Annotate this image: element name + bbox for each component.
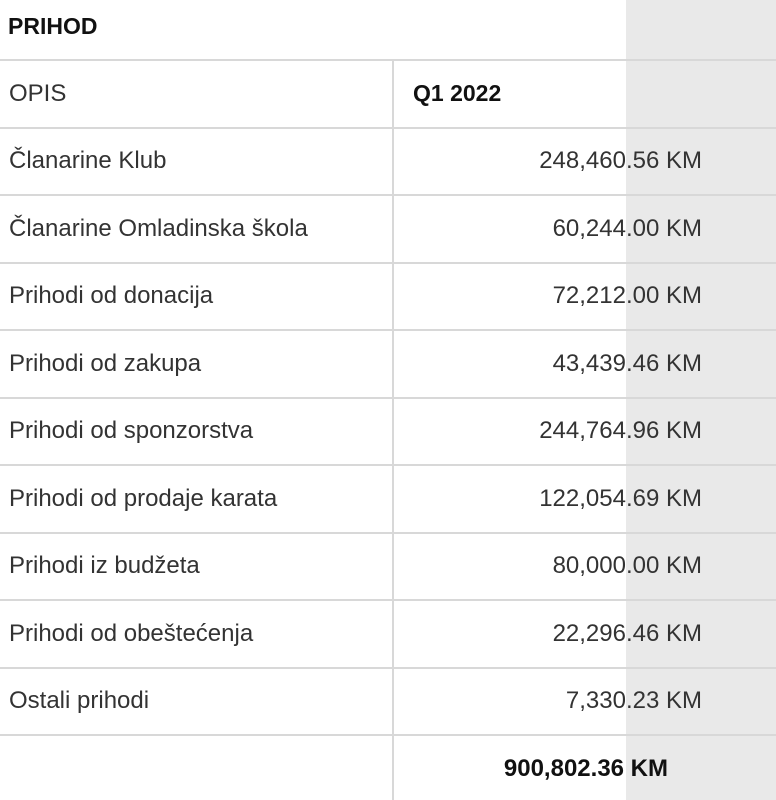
header-desc: OPIS <box>9 79 67 107</box>
row-desc: Članarine Omladinska škola <box>9 214 308 242</box>
row-desc: Prihodi od donacija <box>9 282 214 310</box>
row-value: 72,212.00 KM <box>552 282 702 310</box>
table-header-row <box>0 59 776 127</box>
table-row <box>0 532 776 600</box>
table-row <box>0 262 776 330</box>
column-divider <box>392 59 394 800</box>
table-row <box>0 464 776 532</box>
row-value: 122,054.69 KM <box>539 484 702 512</box>
table-row <box>0 194 776 262</box>
row-desc: Prihodi od zakupa <box>9 349 202 377</box>
row-value: 7,330.23 KM <box>565 687 702 715</box>
row-desc: Prihodi iz budžeta <box>9 552 200 580</box>
table-row <box>0 397 776 465</box>
table-row <box>0 127 776 195</box>
income-table <box>0 59 776 800</box>
row-desc: Prihodi od obeštećenja <box>9 619 254 647</box>
row-value: 43,439.46 KM <box>552 349 702 377</box>
row-value: 22,296.46 KM <box>552 619 702 647</box>
row-value: 248,460.56 KM <box>539 147 702 175</box>
page-title: PRIHOD <box>8 13 98 39</box>
row-value: 244,764.96 KM <box>539 417 702 445</box>
table-row <box>0 599 776 667</box>
row-desc: Članarine Klub <box>9 147 167 175</box>
table-row <box>0 329 776 397</box>
row-desc: Ostali prihodi <box>9 687 150 715</box>
total-value: 900,802.36 KM <box>503 754 668 782</box>
row-desc: Prihodi od sponzorstva <box>9 417 254 445</box>
row-desc: Prihodi od prodaje karata <box>9 484 278 512</box>
table-row <box>0 667 776 735</box>
row-value: 60,244.00 KM <box>552 214 702 242</box>
row-value: 80,000.00 KM <box>552 552 702 580</box>
table-total-row <box>0 734 776 800</box>
header-period: Q1 2022 <box>413 80 502 107</box>
